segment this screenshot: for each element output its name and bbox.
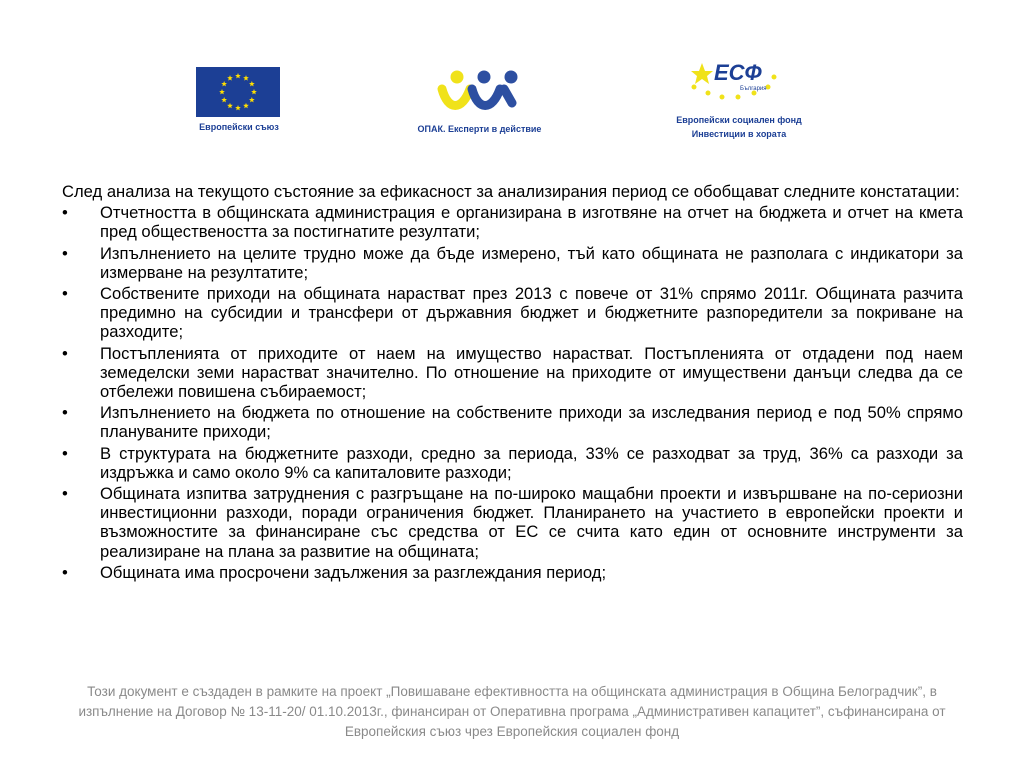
- list-item-text: Отчетността в общинската администрация е организирана в изготвяне на отчет на бюджета и отчет на кмета пред обществеността за постигнатите резултати;: [100, 203, 963, 242]
- list-item-text: В структурата на бюджетните разходи, средно за периода, 33% се разходват за труд, 36% са разходи за издръжка и само около 9% са капиталовите разходи;: [100, 443, 963, 482]
- list-item: [62, 244, 963, 282]
- list-item-text: Собствените приходи на общината нарастват през 2013 с повече от 31% спрямо 2011г. Общината разчита предимно на субсидии и трансфери от държавния бюджет и бюджетните разпоредители за покриване на разходите;: [100, 284, 963, 342]
- list-item-text: Постъпленията от приходите от наем на имущество нарастват. Постъпленията от отдадени под наем земеделски земи нарастват значително. По отношение на приходите от имуществени данъци следва да се отбележи повишена събираемост;: [100, 343, 963, 402]
- intro-paragraph: След анализа на текущото състояние за ефикасност за анализирания период се обобщават следните констатации:: [62, 182, 960, 201]
- esf-caption-line1: Европейски социален фонд: [676, 115, 802, 125]
- list-item: [62, 484, 963, 561]
- esf-sub: България: [740, 86, 767, 92]
- footer-note: Този документ е създаден в рамките на проект „Повишаване ефективността на общинската администрация в Община Белоградчик”, в изпълнение на Договор № 13-11-20/ 01.10.2013г., финансиран от Оперативна програма „Административен капацитет”, съфинансирана от Европейския съюз чрез Европейския социален фонд: [78, 684, 946, 739]
- esf-caption-line2: Инвестиции в хората: [691, 129, 787, 139]
- main-text: [62, 182, 963, 582]
- eu-flag-icon: [196, 67, 280, 117]
- list-item: [62, 284, 963, 342]
- eu-caption: Европейски съюз: [199, 122, 279, 132]
- bullet-icon: •: [62, 443, 68, 463]
- bullet-icon: •: [62, 562, 68, 582]
- opak-caption: ОПАК. Експерти в действие: [417, 124, 542, 134]
- list-item-text: Изпълнението на бюджета по отношение на собствените приходи за изследвания период е под 50% спрямо плануваните приходи;: [100, 403, 963, 442]
- esf-logo: [672, 57, 806, 140]
- list-item-text: Изпълнението на целите трудно може да бъде измерено, тъй като общината не разполага с индикатори за измерване на резултатите;: [100, 243, 963, 282]
- eu-logo: [196, 67, 282, 132]
- list-item: [62, 444, 963, 482]
- bullet-icon: •: [62, 203, 68, 223]
- list-item: [62, 344, 963, 402]
- opak-logo: [412, 67, 547, 134]
- list-item-text: Общината изпитва затруднения с разгръщане на по-широко мащабни проекти и извършване на по-сериозни инвестиционни разходи, поради ограничения бюджет. Планирането на участието в европейски проекти и възможностите за финансиране със средства от ЕС се счита като един от основните инструменти за реализиране на плана за развитие на общината;: [100, 484, 963, 561]
- logo-bar: [0, 0, 1024, 170]
- esf-mark: ЕСФ: [714, 60, 762, 85]
- bullet-icon: •: [62, 243, 68, 263]
- bullet-icon: •: [62, 343, 68, 363]
- list-item-text: Общината има просрочени задължения за разглеждания период;: [100, 562, 607, 582]
- list-item: [62, 403, 963, 441]
- list-item: [62, 203, 963, 241]
- esf-emblem-icon: [672, 57, 806, 107]
- bullet-icon: •: [62, 403, 68, 423]
- bullet-icon: •: [62, 284, 68, 304]
- list-item: [62, 563, 963, 582]
- opak-people-icon: [412, 67, 547, 115]
- findings-list: [62, 203, 963, 582]
- bullet-icon: •: [62, 484, 68, 504]
